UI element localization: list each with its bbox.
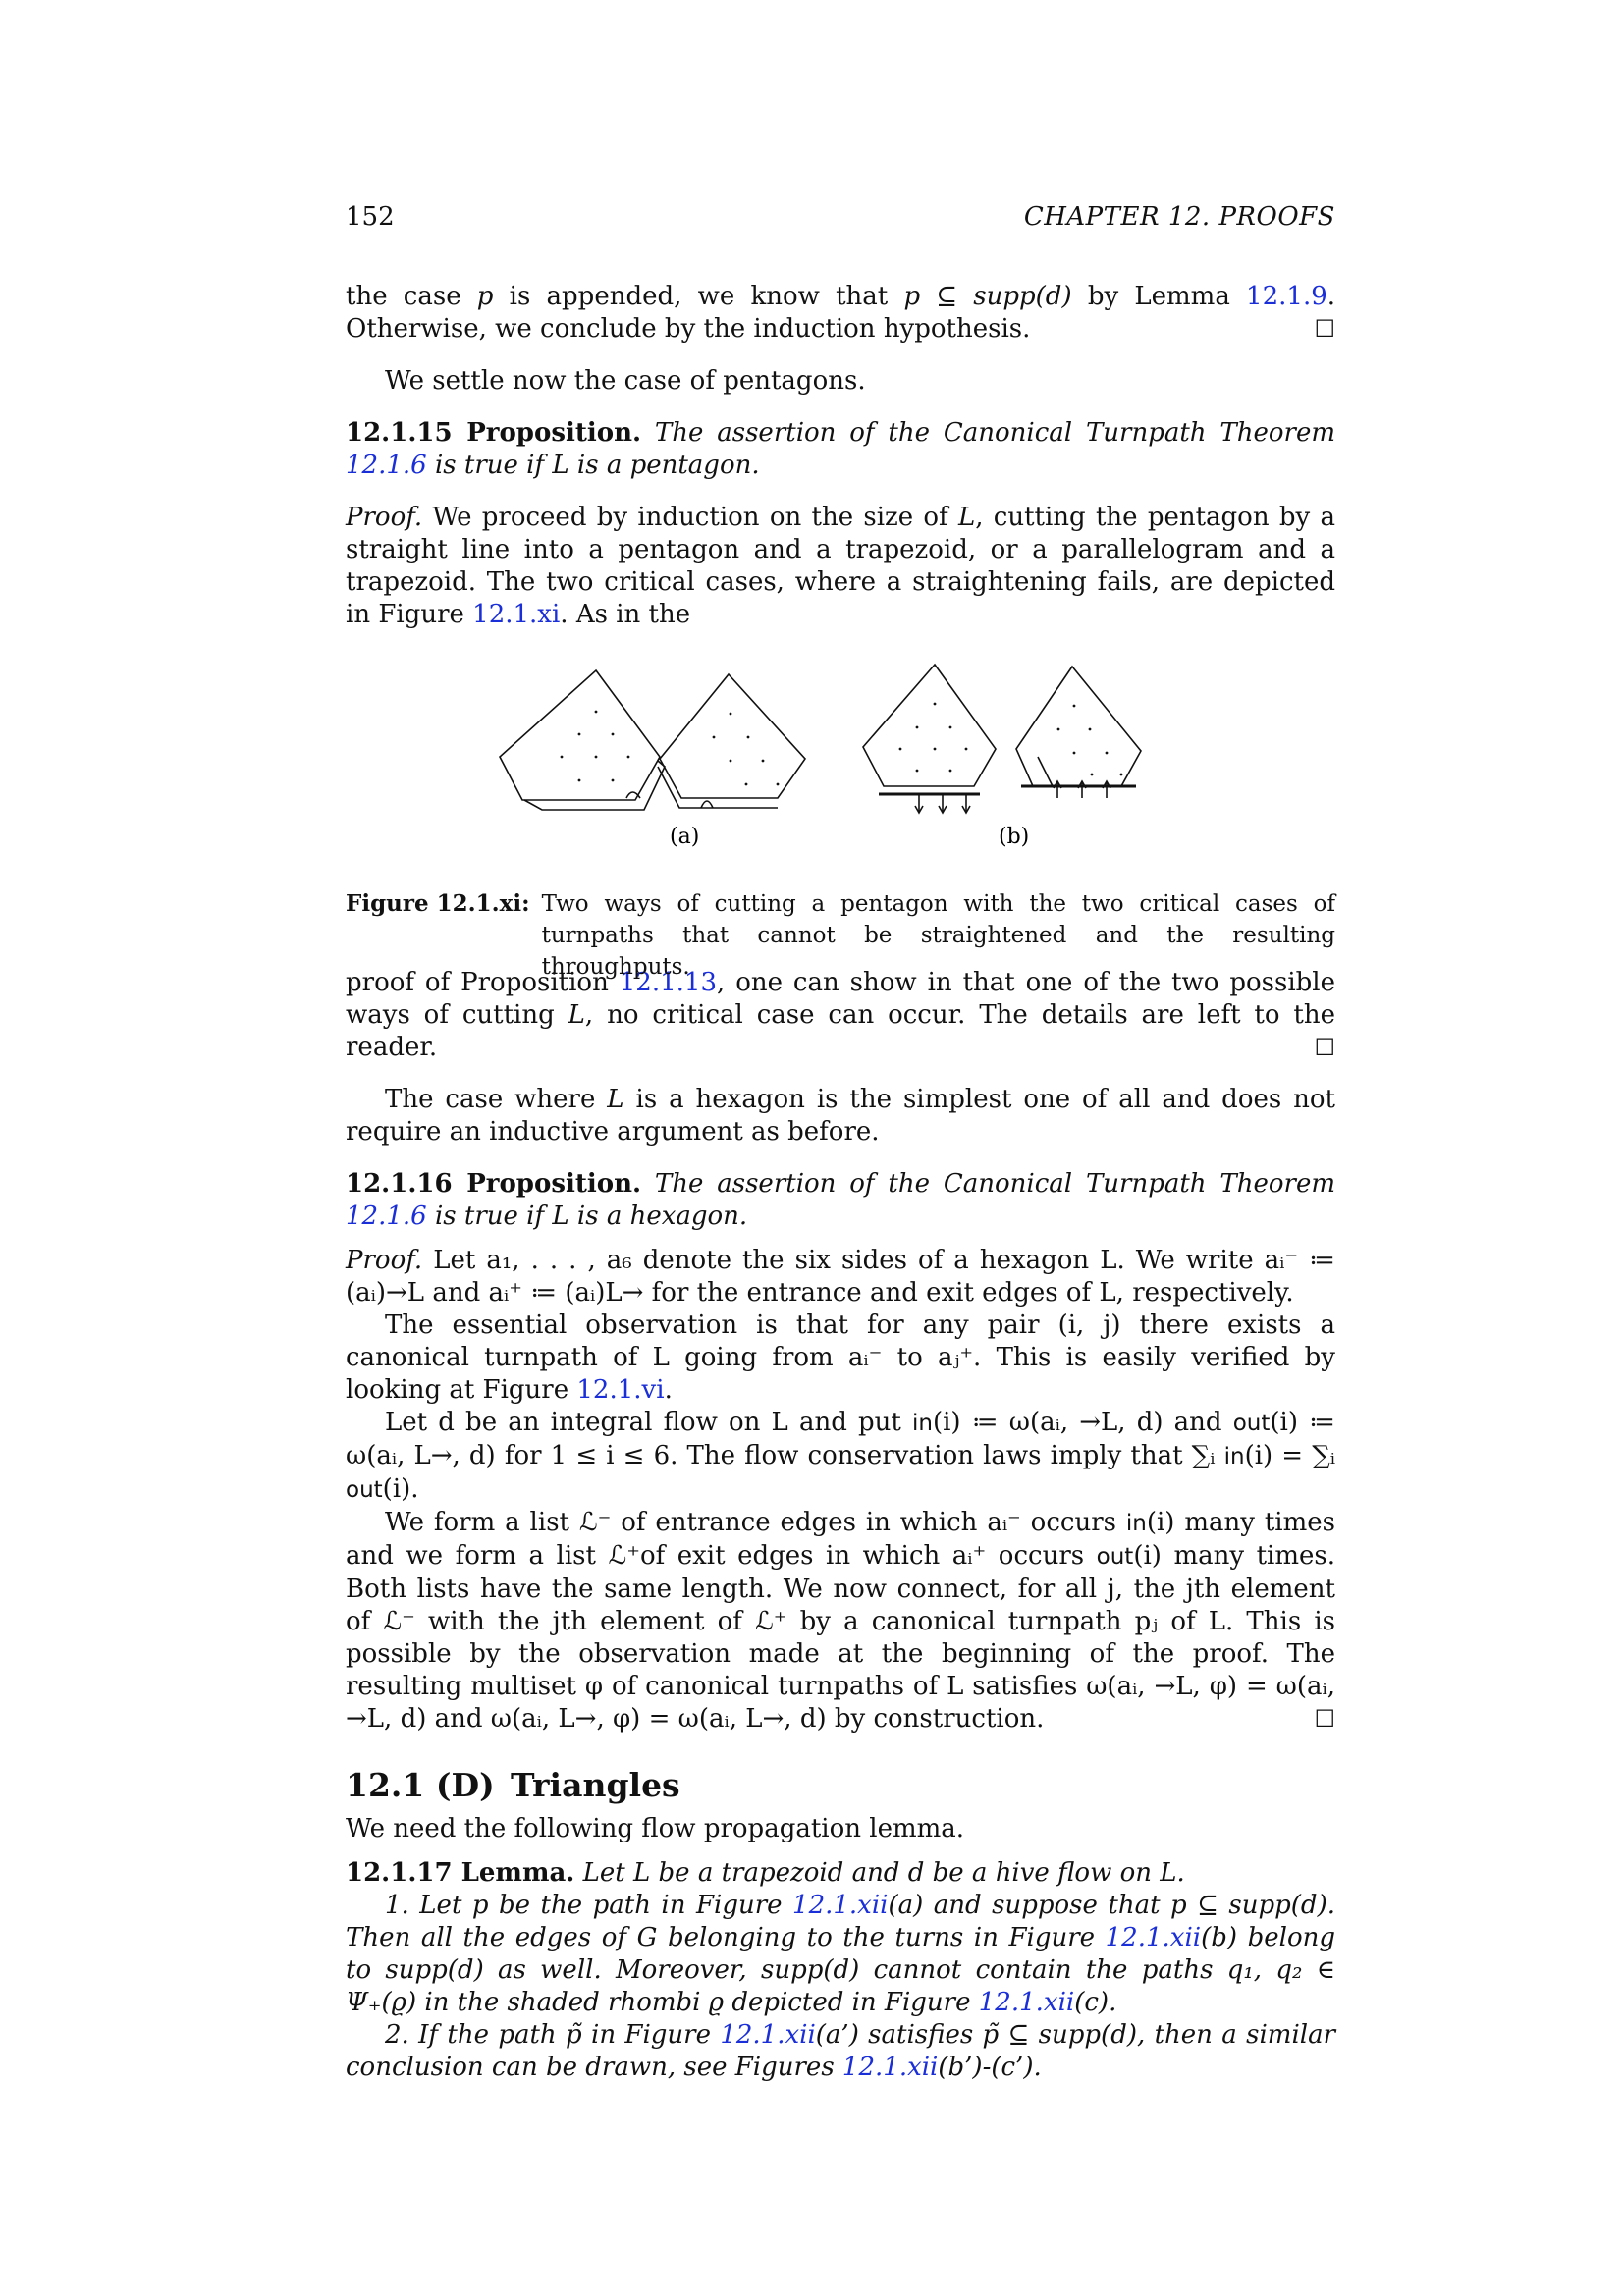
proposition-12-1-15: 12.1.15 Proposition. The assertion of the Canonical Turnpath Theorem 12.1.6 is true if L is a pentagon. — [346, 418, 1336, 480]
paragraph-proof-continued: proof of Proposition 12.1.13, one can show in that one of the two possible ways of cutting L, no critical case can occur. The details are left to the reader. ☐ — [346, 968, 1335, 1062]
ref-theorem-12-1-6-b[interactable]: 12.1.6 — [346, 1201, 427, 1231]
ref-proposition-12-1-13[interactable]: 12.1.13 — [619, 968, 718, 997]
paragraph-continuation: the case p is appended, we know that p ⊆ supp(d) by Lemma 12.1.9. Otherwise, we conclude by the induction hypothesis. ☐ — [346, 282, 1336, 344]
section-title: Triangles — [511, 1766, 680, 1804]
figure-caption-text: Two ways of cutting a pentagon with the two critical cases of turnpaths that cannot be straightened and the resulting throughputs. — [541, 891, 1335, 980]
pentagon-b2 — [1016, 667, 1141, 786]
ref-figure-12-1-xii-b[interactable]: 12.1.xii — [1105, 1923, 1202, 1952]
paragraph-pentagons: We settle now the case of pentagons. — [385, 366, 866, 396]
ref-lemma-12-1-9[interactable]: 12.1.9 — [1246, 282, 1327, 311]
ref-figure-12-1-xii-a[interactable]: 12.1.xii — [792, 1891, 889, 1920]
lemma-item-1: 1. Let p be the path in Figure 12.1.xii(a) and suppose that p ⊆ supp(d). Then all the edges of G belonging to the turns in Figure 12.1.xii(b) belong to supp(d) as well. Moreover, supp(d) cannot contain the paths q₁, q₂ ∈ Ψ₊(ϱ) in the shaded rhombi ϱ depicted in Figure 12.1.xii(c). — [346, 1891, 1335, 2017]
ref-figure-12-1-vi[interactable]: 12.1.vi — [576, 1375, 665, 1405]
proof-12-1-16-observation: The essential observation is that for any pair (i, j) there exists a canonical turnpath of L going from aᵢ⁻ to aⱼ⁺. This is easily verified by looking at Figure 12.1.vi. — [346, 1310, 1335, 1405]
lemma-12-1-17: 12.1.17 Lemma. Let L be a trapezoid and d be a hive flow on L. — [346, 1858, 1185, 1888]
ref-figure-12-1-xii-a-prime[interactable]: 12.1.xii — [720, 2020, 816, 2050]
figure-label-b: (b) — [999, 825, 1030, 849]
qed-symbol: ☐ — [1314, 1034, 1335, 1061]
throughput-arrows-b1 — [915, 794, 970, 813]
turnpath-a2 — [701, 801, 713, 808]
pentagon-cuttings-diagram — [346, 661, 1335, 916]
proof-12-1-16-flow: Let d be an integral flow on L and put in(i) ≔ ω(aᵢ, →L, d) and out(i) ≔ ω(aᵢ, L→, d) for 1 ≤ i ≤ 6. The flow conservation laws imply that ∑ᵢ in(i) = ∑ᵢ out(i). — [346, 1408, 1335, 1504]
page-number: 152 — [346, 202, 395, 232]
proof-12-1-15: Proof. We proceed by induction on the size of L, cutting the pentagon by a straight line into a pentagon and a trapezoid, or a parallelogram and a trapezoid. The two critical cases, where a straightening fails, are depicted in Figure 12.1.xi. As in the — [346, 503, 1335, 629]
section-number: 12.1 (D) — [346, 1766, 495, 1804]
paragraph-lemma-intro: We need the following flow propagation lemma. — [346, 1814, 965, 1843]
qed-symbol: ☐ — [1314, 1705, 1335, 1733]
proof-12-1-16: Proof. Let a₁, . . . , a₆ denote the six sides of a hexagon L. We write aᵢ⁻ ≔ (aᵢ)→L and aᵢ⁺ ≔ (aᵢ)L→ for the entrance and exit edges of L, respectively. — [346, 1246, 1335, 1308]
figure-caption-label: Figure 12.1.xi: — [346, 890, 530, 917]
qed-symbol: ☐ — [1314, 315, 1335, 343]
figure-caption — [346, 888, 1335, 983]
ref-figure-12-1-xii-c[interactable]: 12.1.xii — [978, 1988, 1075, 2017]
chapter-title: CHAPTER 12. PROOFS — [1023, 202, 1335, 232]
lemma-item-2: 2. If the path p̃ in Figure 12.1.xii(a’) satisfies p̃ ⊆ supp(d), then a similar conclusion can be drawn, see Figures 12.1.xii(b’)-(c’). — [346, 2020, 1336, 2082]
section-heading — [346, 1766, 1335, 1804]
figure-label-a: (a) — [670, 825, 700, 849]
figure-12-1-xi — [346, 661, 1335, 980]
ref-figure-12-1-xi[interactable]: 12.1.xi — [472, 600, 561, 629]
throughput-arrows-b2 — [1054, 781, 1110, 798]
proposition-12-1-16: 12.1.16 Proposition. The assertion of the Canonical Turnpath Theorem 12.1.6 is true if L is a hexagon. — [346, 1169, 1336, 1231]
ref-theorem-12-1-6[interactable]: 12.1.6 — [346, 451, 427, 480]
proof-12-1-16-lists: We form a list ℒ⁻ of entrance edges in which aᵢ⁻ occurs in(i) many times and we form a list ℒ⁺of exit edges in which aᵢ⁺ occurs out(i) many times. Both lists have the same length. We now connect, for all j, the jth element of ℒ⁻ with the jth element of ℒ⁺ by a canonical turnpath pⱼ of L. This is possible by the observation made at the beginning of the proof. The resulting multiset φ of canonical turnpaths of L satisfies ω(aᵢ, →L, φ) = ω(aᵢ, →L, d) and ω(aᵢ, L→, φ) = ω(aᵢ, L→, d) by construction. ☐ — [346, 1508, 1335, 1734]
ref-figure-12-1-xii-b-prime[interactable]: 12.1.xii — [841, 2053, 939, 2082]
pentagon-a2 — [660, 674, 805, 798]
turnpath-a1 — [626, 792, 640, 798]
page-body — [346, 281, 1335, 2084]
inner-cut-b2 — [1038, 757, 1053, 786]
paragraph-hexagon: The case where L is a hexagon is the simplest one of all and does not require an inductive argument as before. — [346, 1085, 1335, 1147]
pentagon-b1 — [863, 665, 996, 786]
